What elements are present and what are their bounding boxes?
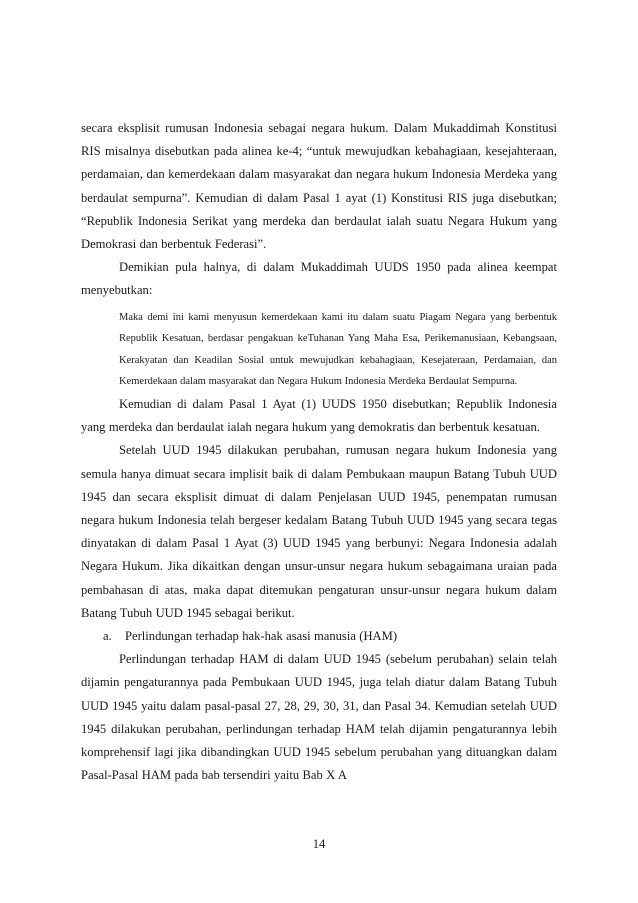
paragraph-uuds-article: Kemudian di dalam Pasal 1 Ayat (1) UUDS 1950 disebutkan; Republik Indonesia yang merdeka dan berdaulat ialah negara hukum yang demokratis dan berbentuk kesatuan. [81, 397, 557, 435]
paragraph-continuation: secara eksplisit rumusan Indonesia sebagai negara hukum. Dalam Mukaddimah Konstitusi RIS misalnya disebutkan pada alinea ke-4; “untuk mewujudkan kebahagiaan, kesejahteraan, perdamaian, dan kemerdekaan dalam masyarakat dan negara hukum Indonesia Merdeka yang berdaulat sempurna”. Kemudian di dalam Pasal 1 ayat (1) Konstitusi RIS juga disebutkan; “Republik Indonesia Serikat yang merdeka dan berdaulat ialah suatu Negara Hukum yang Demokrasi dan berbentuk Federasi”. [81, 121, 557, 252]
page-body [81, 117, 557, 787]
list-item-text: Perlindungan terhadap hak-hak asasi manusia (HAM) [125, 629, 398, 644]
block-quote: Maka demi ini kami menyusun kemerdekaan kami itu dalam suatu Piagam Negara yang berbentuk Republik Kesatuan, berdasar pengakuan keTuhanan Yang Maha Esa, Perikemanusiaan, Kebangsaan, Kerakyatan dan Keadilan Sosial untuk mewujudkan kebahagiaan, Kesejateraan, Perdamaian, dan Kemerdekaan dalam masyarakat dan Negara Hukum Indonesia Merdeka Berdaulat Sempurna. [119, 311, 557, 388]
paragraph-amendment: Setelah UUD 1945 dilakukan perubahan, rumusan negara hukum Indonesia yang semula hanya dimuat secara implisit baik di dalam Pembukaan maupun Batang Tubuh UUD 1945 dan secara eksplisit dimuat di dalam Penjelasan UUD 1945, penempatan rumusan negara hukum Indonesia telah bergeser kedalam Batang Tubuh UUD 1945 yang secara tegas dinyatakan di dalam Pasal 1 Ayat (3) UUD 1945 yang berbunyi: Negara Indonesia adalah Negara Hukum. Jika dikaitkan dengan unsur-unsur negara hukum sebagaimana uraian pada pembahasan di atas, maka dapat ditemukan pengaturan unsur-unsur negara hukum dalam Batang Tubuh UUD 1945 sebagai berikut. [81, 443, 557, 620]
page-number: 14 [312, 837, 326, 851]
list-marker: a. [103, 629, 112, 644]
paragraph-ham: Perlindungan terhadap HAM di dalam UUD 1945 (sebelum perubahan) selain telah dijamin pengaturannya pada Pembukaan UUD 1945, juga telah diatur dalam Batang Tubuh UUD 1945 yaitu dalam pasal-pasal 27, 28, 29, 30, 31, dan Pasal 34. Kemudian setelah UUD 1945 dilakukan perubahan, perlindungan terhadap HAM telah dijamin pengaturannya lebih komprehensif lagi jika dibandingkan UUD 1945 sebelum perubahan yang dituangkan dalam Pasal-Pasal HAM pada bab tersendiri yaitu Bab X A [81, 652, 557, 783]
list-item-a [81, 625, 557, 648]
paragraph-uuds-intro: Demikian pula halnya, di dalam Mukaddimah UUDS 1950 pada alinea keempat menyebutkan: [81, 260, 557, 298]
